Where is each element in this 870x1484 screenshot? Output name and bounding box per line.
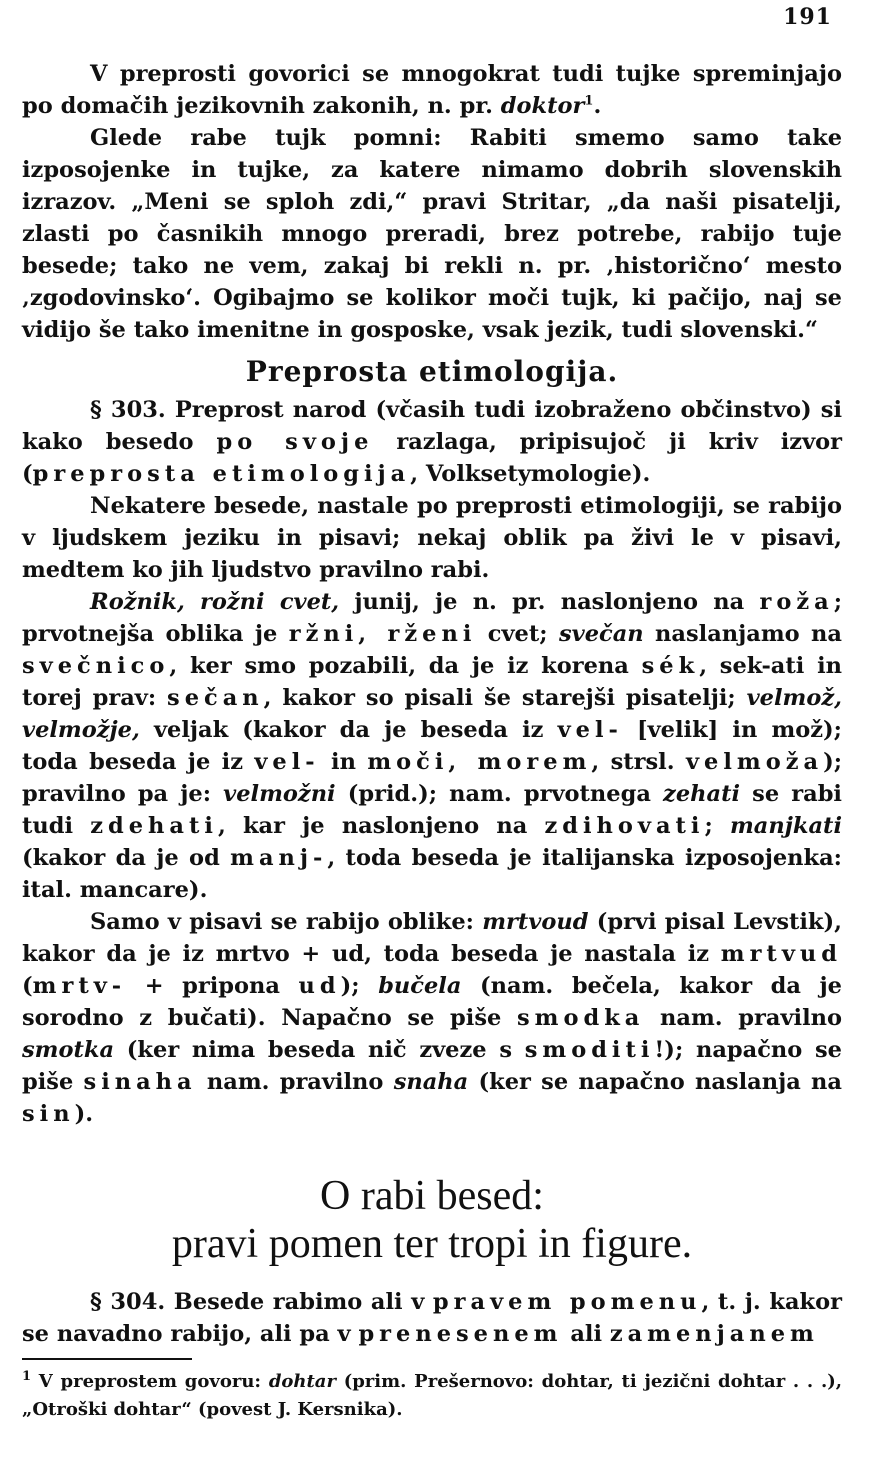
page-number: 191: [783, 4, 832, 30]
paragraph-tujke: V preprosti govorici se mnogokrat tudi tujke spreminjajo po domačih jezikovnih zakonih, n. pr. doktor$^1$.: [22, 61, 842, 119]
section-303: § 303. Preprost narod (včasih tudi izobraženo občinstvo) si kako besedo po svoje razlaga, pripisujoč ji kriv izvor (preprosta etimologija, Volksetymologie).: [22, 397, 843, 487]
paragraph-examples: Rožnik, rožni cvet, junij, je n. pr. naslonjeno na roža; prvotnejša oblika je ržni, rženi cvet; svečan naslanjamo na svečnico, ker smo pozabili, da je iz korena sék, sek-ati in torej prav: sečan, kakor so pisali še starejši pisatelji; velmož, velmožje, veljak (kakor da je beseda iz vel- [velik] in mož); toda beseda je iz vel- in moči, morem, strsl. velmoža); pravilno pa je: velmožni (prid.); nam. prvotnega zehati se rabi tudi zdehati, kar je naslonjeno na zdihovati; manjkati (kakor da je od manj-, toda beseda je italijanska izposojenka: ital. mancare).: [22, 589, 843, 903]
footnote-divider: [22, 1358, 192, 1360]
chapter-heading-line1: O rabi besed:: [320, 1173, 544, 1219]
footnote: $^1$ V preprostem govoru: dohtar (prim. Prešernovo: dohtar, ti jezični dohtar . . .), „Otroški dohtar“ (povest J. Kersnika).: [22, 1369, 842, 1420]
section-304: § 304. Besede rabimo ali v pravem pomenu, t. j. kakor se navadno rabijo, ali pa v prenesenem ali zamenjanem: [22, 1289, 842, 1347]
paragraph-raba-tujk: Glede rabe tujk pomni: Rabiti smemo samo take izposojenke in tujke, za katere nimamo dobrih slovenskih izrazov. „Meni se sploh zdi,“ pravi Stritar, „da naši pisatelji, zlasti po časnikih mnogo preradi, brez potrebe, rabijo tuje besede; tako ne vem, zakaj bi rekli n. pr. ‚historično‘ mesto ‚zgodovinsko‘. Ogibajmo se kolikor moči tujk, ki pačijo, naj se vidijo še tako imenitne in gosposke, vsak jezik, tudi slovenski.“: [22, 125, 843, 343]
section-number: § 303.: [90, 397, 166, 423]
section-number: § 304.: [90, 1289, 166, 1315]
chapter-heading-line2: pravi pomen ter tropi in figure.: [171, 1221, 693, 1267]
main-text: [22, 58, 842, 1350]
paragraph-nekatere: Nekatere besede, nastale po preprosti etimologiji, se rabijo v ljudskem jeziku in pisavi; nekaj oblik pa živi le v pisavi, medtem ko jih ljudstvo pravilno rabi.: [22, 493, 842, 583]
footnote-ref[interactable]: 1: [584, 93, 594, 109]
paragraph-pisava: Samo v pisavi se rabijo oblike: mrtvoud (prvi pisal Levstik), kakor da je iz mrtvo + ud, toda beseda je nastala iz mrtvud (mrtv- + pripona ud); bučela (nam. bečela, kakor da je sorodno z bučati). Napačno se piše smodka nam. pravilno smotka (ker nima beseda nič zveze s smoditi!); napačno se piše sinaha nam. pravilno snaha (ker se napačno naslanja na sin).: [22, 909, 843, 1127]
chapter-heading: [22, 1172, 842, 1268]
subheading: Preprosta etimologija.: [245, 355, 619, 388]
